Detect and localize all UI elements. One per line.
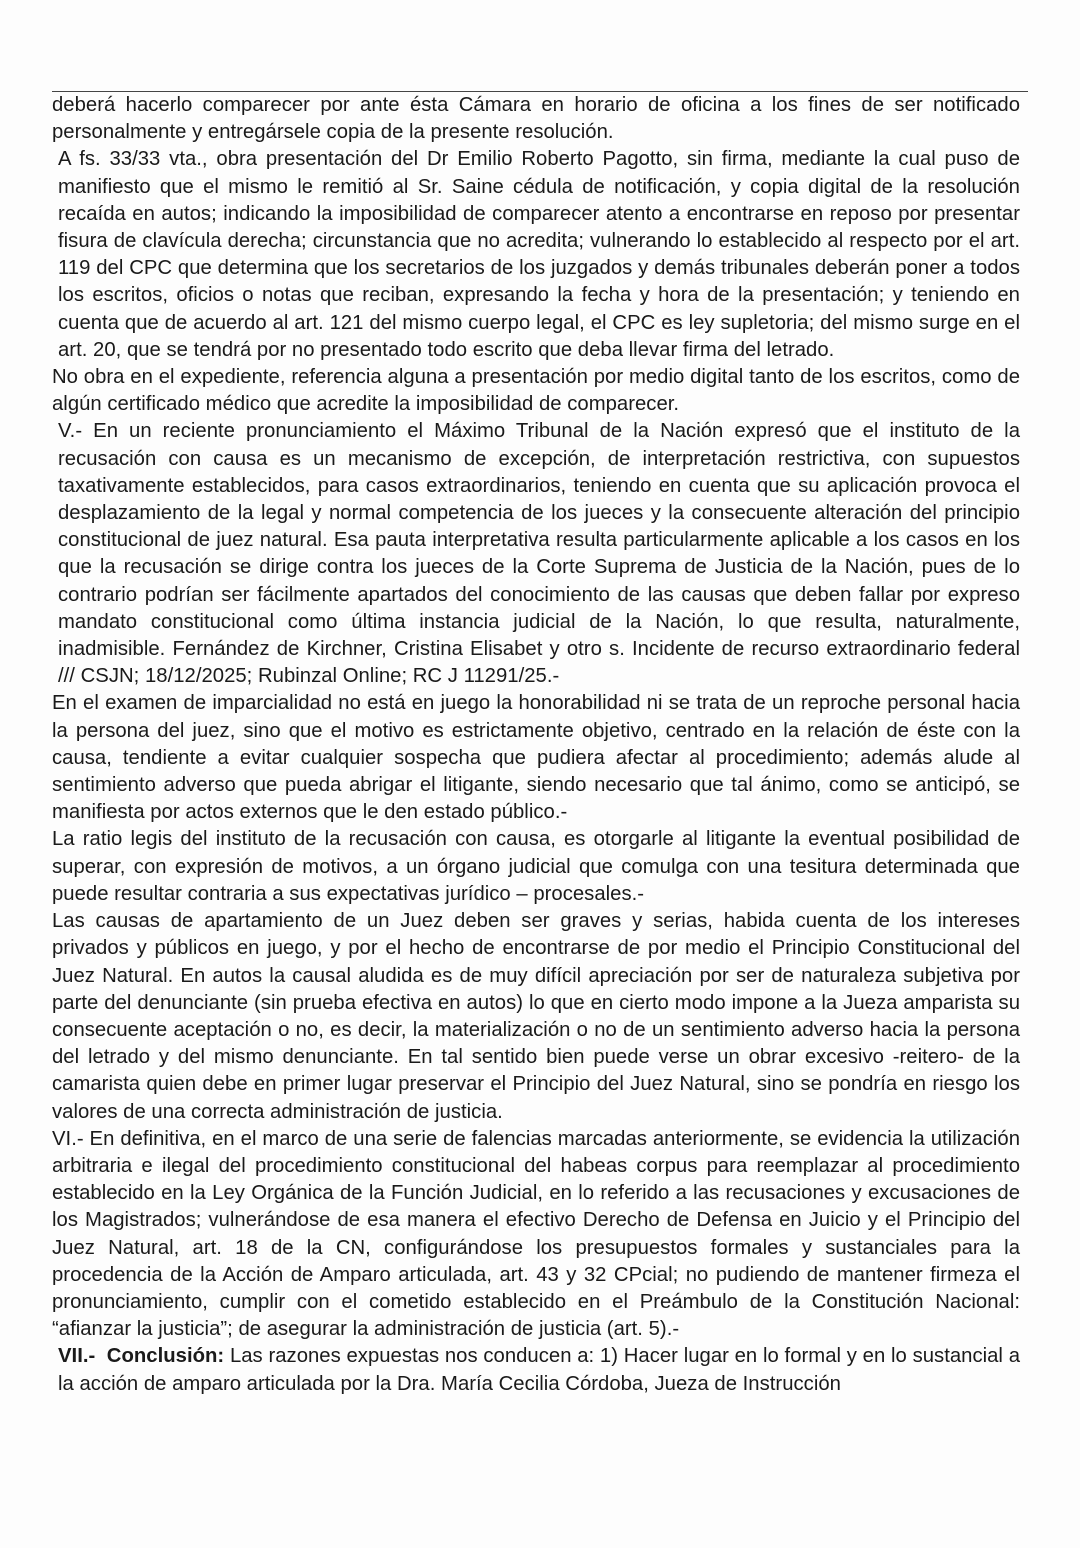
conclusion-text: Las razones expuestas nos conducen a: 1) Hacer lugar en lo formal y en lo sustancial a la acción de amparo articulada por la Dra. María Cecilia Córdoba, Jueza de Instrucción [58, 1345, 1021, 1395]
paragraph-impartiality: En el examen de imparcialidad no está en juego la honorabilidad ni se trata de un reproche personal hacia la persona del juez, sino que el motivo es estrictamente objetivo, centrado en la relación de éste con la causa, tendiente a evitar cualquier sospecha que pudiera afectar al procedimiento; además alude al sentimiento adverso que pueda abrigar el litigante, siendo necesario que tal ánimo, como se anticipó, se manifiesta por actos externos que le den estado público.- [52, 692, 1020, 824]
paragraph-section-vii-conclusion [52, 1343, 1020, 1397]
conclusion-heading-label: Conclusión: [106, 1345, 225, 1368]
paragraph-notification-continuation: deberá hacerlo comparecer por ante ésta Cámara en horario de oficina a los fines de ser notificado personalmente y entregársele copia de la presente resolución. [52, 94, 1020, 144]
paragraph-ratio-legis: La ratio legis del instituto de la recusación con causa, es otorgarle al litigante la eventual posibilidad de superar, con expresión de motivos, a un órgano judicial que comulga con una tesitura determinada que puede resultar contraria a sus expectativas jurídico – procesales.- [52, 828, 1020, 905]
conclusion-heading-number: VII.- [58, 1345, 96, 1368]
paragraph-no-digital-record: No obra en el expediente, referencia alguna a presentación por medio digital tanto de los escritos, como de algún certificado médico que acredite la imposibilidad de comparecer. [52, 366, 1020, 416]
paragraph-section-v: V.- En un reciente pronunciamiento el Máximo Tribunal de la Nación expresó que el instituto de la recusación con causa es un mecanismo de excepción, de interpretación restrictiva, con supuestos taxativamente establecidos, para casos extraordinarios, teniendo en cuenta que su aplicación provoca el desplazamiento de la legal y normal competencia de los jueces y la consecuente alteración del principio constitucional de juez natural. Esa pauta interpretativa resulta particularmente aplicable a los casos en los que la recusación se dirige contra los jueces de la Corte Suprema de Justicia de la Nación, pues de lo contrario podrían ser fácilmente apartados del conocimiento de las causas que deben fallar por expreso mandato constitucional como última instancia judicial de la Nación, lo que resulta, naturalmente, inadmisible. Fernández de Kirchner, Cristina Elisabet y otro s. Incidente de recurso extraordinario federal /// CSJN; 18/12/2025; Rubinzal Online; RC J 11291/25.- [58, 420, 1020, 688]
paragraph-section-vi: VI.- En definitiva, en el marco de una serie de falencias marcadas anteriormente, se evidencia la utilización arbitraria e ilegal del procedimiento constitucional del habeas corpus para reemplazar al procedimiento establecido en la Ley Orgánica de la Función Judicial, en lo referido a las recusaciones y excusaciones de los Magistrados; vulnerándose de esa manera el efectivo Derecho de Defensa en Juicio y el Principio del Juez Natural, art. 18 de la CN, configurándose los presupuestos formales y sustanciales para la procedencia de la Acción de Amparo articulada, art. 43 y 32 CPcial; no pudiendo de mantener firmeza el pronunciamiento, cumplir con el cometido establecido en el Preámbulo de la Constitución Nacional: “afianzar la justicia”; de asegurar la administración de justicia (art. 5).- [52, 1127, 1020, 1341]
paragraph-pagotto-presentation: A fs. 33/33 vta., obra presentación del Dr Emilio Roberto Pagotto, sin firma, mediante la cual puso de manifiesto que el mismo le remitió al Sr. Saine cédula de notificación, y copia digital de la resolución recaída en autos; indicando la imposibilidad de comparecer atento a encontrarse en reposo por presentar fisura de clavícula derecha; circunstancia que no acredita; vulnerando lo establecido al respecto por el art. 119 del CPC que determina que los secretarios de los juzgados y demás tribunales deberán poner a todos los escritos, oficios o notas que reciban, expresando la fecha y hora de la presentación; y teniendo en cuenta que de acuerdo al art. 121 del mismo cuerpo legal, el CPC es ley supletoria; del mismo surge en el art. 20, que se tendrá por no presentado todo escrito que deba llevar firma del letrado. [58, 148, 1020, 361]
document-body [52, 92, 1020, 1398]
paragraph-causes-of-removal: Las causas de apartamiento de un Juez deben ser graves y serias, habida cuenta de los intereses privados y públicos en juego, y por el hecho de encontrarse de por medio el Principio Constitucional del Juez Natural. En autos la causal aludida es de muy difícil apreciación por ser de naturaleza subjetiva por parte del denunciante (sin prueba efectiva en autos) lo que en cierto modo impone a la Jueza amparista su consecuente aceptación o no, es decir, la materialización o no de un sentimiento adverso hacia la persona del letrado y del mismo denunciante. En tal sentido bien puede verse un obrar excesivo -reitero- de la camarista quien debe en primer lugar preservar el Principio del Juez Natural, sino se pondría en riesgo los valores de una correcta administración de justicia. [52, 910, 1020, 1123]
